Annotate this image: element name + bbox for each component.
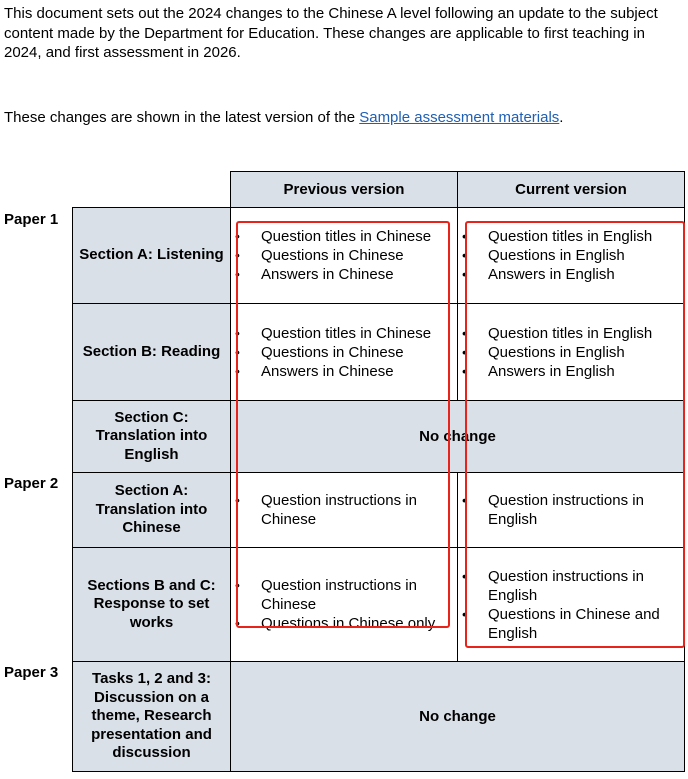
note-prefix: These changes are shown in the latest version of the — [4, 109, 360, 126]
current-version-highlight-box — [465, 221, 685, 648]
row-header-tasks: Tasks 1, 2 and 3: Discussion on a theme, Research presentation and discussion — [72, 661, 231, 772]
row-header-translation-english: Section C: Translation into English — [72, 400, 231, 473]
paper-2-label: Paper 2 — [4, 475, 59, 492]
current-version-header: Current version — [457, 171, 685, 208]
note-suffix: . — [559, 109, 564, 126]
list-item: • Questions in Chinese and English — [462, 605, 684, 643]
paper-3-label: Paper 3 — [4, 664, 59, 681]
list-item: • Question titles in English — [462, 324, 652, 343]
list-item: • Question instructions in English — [462, 567, 684, 605]
sample-assessment-materials-link[interactable]: Sample assessment materials — [359, 109, 560, 126]
materials-note — [4, 108, 563, 128]
list-item: • Answers in Chinese — [235, 362, 431, 381]
row-header-reading: Section B: Reading — [72, 303, 231, 401]
list-item: • Answers in Chinese — [235, 265, 431, 284]
list-item: • Question instructions in English — [462, 491, 684, 529]
list-item: • Questions in Chinese only — [235, 614, 457, 633]
list-item: • Questions in English — [462, 246, 652, 265]
list-item: • Questions in English — [462, 343, 652, 362]
intro-paragraph: This document sets out the 2024 changes to the Chinese A level following an update to the subject content made by the Department for Education. These changes are applicable to first teaching in 2024, and first assessment in 2026. — [4, 5, 658, 61]
previous-version-highlight-box — [236, 221, 450, 628]
row-header-translation-chinese: Section A: Translation into Chinese — [72, 472, 231, 548]
list-item: • Answers in English — [462, 362, 652, 381]
list-item: • Answers in English — [462, 265, 652, 284]
no-change-cell: No change — [230, 661, 685, 772]
list-item: • Question instructions in Chinese — [235, 576, 457, 614]
row-header-listening: Section A: Listening — [72, 207, 231, 304]
list-item: • Questions in Chinese — [235, 343, 431, 362]
list-item: • Question titles in English — [462, 227, 652, 246]
list-item: • Question instructions in Chinese — [235, 491, 457, 529]
list-item: • Question titles in Chinese — [235, 324, 431, 343]
no-change-cell: No change — [230, 400, 685, 473]
list-item: • Question titles in Chinese — [235, 227, 431, 246]
previous-version-header: Previous version — [230, 171, 458, 208]
list-item: • Questions in Chinese — [235, 246, 431, 265]
row-header-set-works: Sections B and C: Response to set works — [72, 547, 231, 662]
paper-1-label: Paper 1 — [4, 211, 59, 228]
